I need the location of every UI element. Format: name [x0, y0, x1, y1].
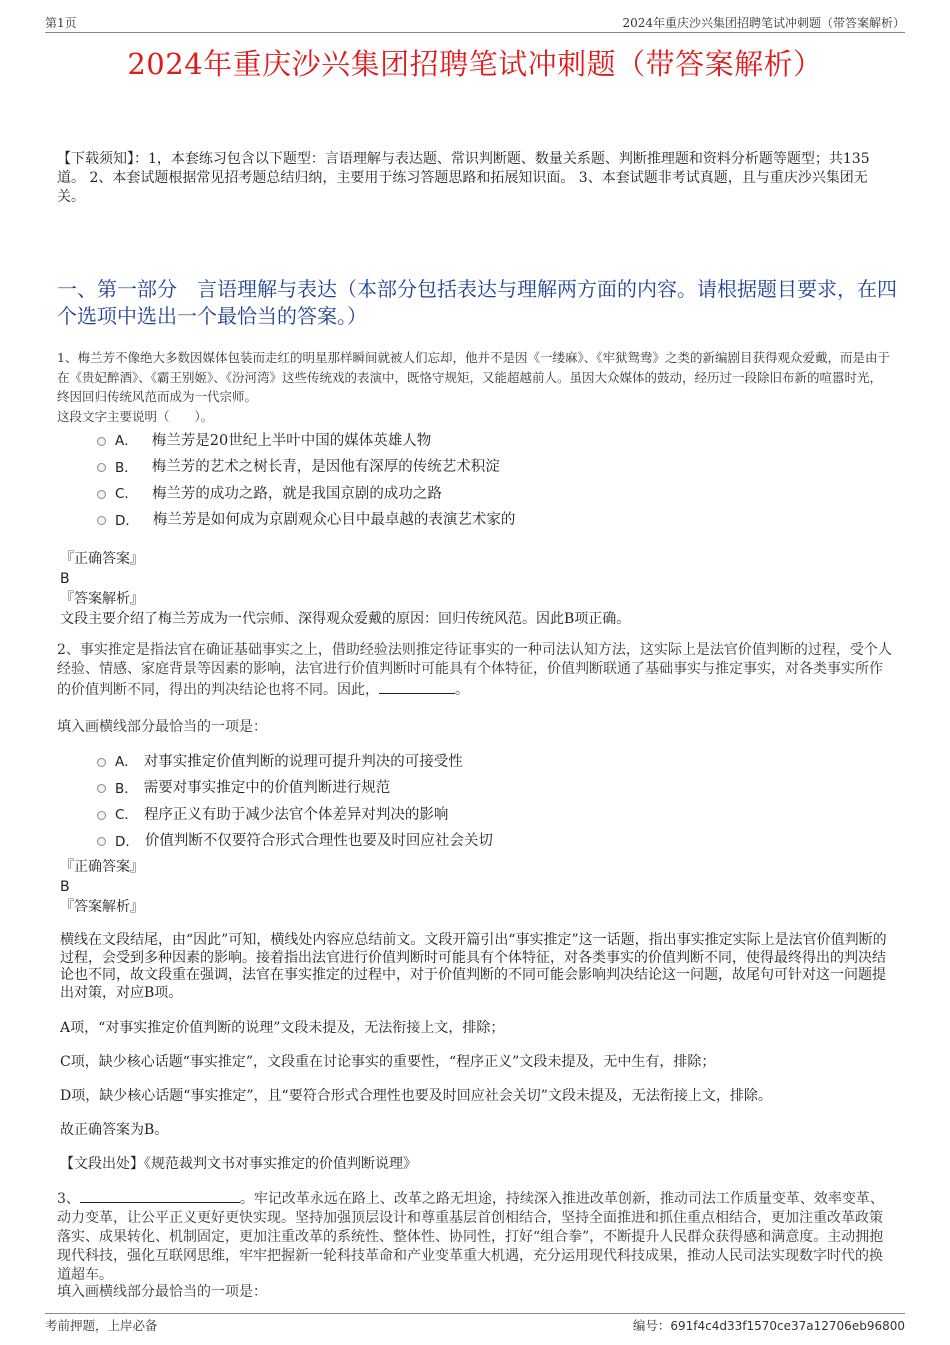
option-b[interactable]: B． 需要对事实推定中的价值判断进行规范 — [97, 774, 493, 801]
question-3-stem: 。牢记改革永远在路上、改革之路无坦途，持续深入推进改革创新，推动司法工作质量变革、效率变革、动力变革，让公平正义更好更快实现。坚持加强顶层设计和尊重基层首创相结合，坚持全面推进和抓住重点相结合，更加注重改革政策落实、成果转化、机制固定，更加注重改革的系统性、整体性、协同性，打好“组合拳”，不断提升人民群众获得感和满意度。主动拥抱现代科技，强化互联网思维，牢牢把握新一轮科技革命和产业变革重大机遇，充分运用现代科技成果，推动人民司法实现数字时代的换道超车。 — [57, 1191, 884, 1283]
radio-icon[interactable] — [97, 837, 106, 846]
analysis-paragraph: 横线在文段结尾，由“因此”可知，横线处内容应总结前文。文段开篇引出“事实推定”这一话题，指出事实推定实际上是法官价值判断的过程，会受到多种因素的影响。接着指出法官进行价值判断时可能具有个体特征，对各类事实的价值判断不同，使得最终得出的判决结论也不同，故文段重在强调，法官在事实推定的过程中，对于价值判断的不同可能会影响判决结论这一问题，故尾句可针对这一问题提出对策，对应B项。 — [60, 932, 887, 1001]
answer-value: B — [60, 571, 70, 587]
option-a[interactable]: A． 梅兰芳是20世纪上半叶中国的媒体英雄人物 — [97, 426, 515, 453]
page-header — [45, 14, 905, 33]
option-a[interactable]: A． 对事实推定价值判断的说理可提升判决的可接受性 — [97, 747, 493, 774]
question-1-stem: 1、梅兰芳不像绝大多数因媒体包装而走红的明星那样瞬间就被人们忘却，他并不是因《一缕麻》、《牢狱鸳鸯》之类的新编剧目获得观众爱戴，而是由于在《贵妃醉酒》、《霸王别姬》、《汾河湾》这些传统戏的表演中，既恪守规矩，又能超越前人。虽因大众媒体的鼓动，经历过一段除旧布新的喧嚣时光，终因回归传统风范而成为一代宗师。 — [57, 350, 890, 404]
question-3 — [57, 1188, 893, 1285]
section-heading: 一、第一部分 言语理解与表达（本部分包括表达与理解两方面的内容。请根据题目要求，在四个选项中选出一个最恰当的答案。） — [57, 277, 897, 328]
analysis-paragraph: C项，缺少核心话题“事实推定”，文段重在讨论事实的重要性，“程序正义”文段未提及，无中生有，排除； — [60, 1054, 716, 1070]
question-2-ask: 填入画横线部分最恰当的一项是： — [57, 719, 267, 735]
question-3-ask: 填入画横线部分最恰当的一项是： — [57, 1284, 267, 1300]
question-2-answer — [60, 857, 895, 917]
analysis-text: 文段主要介绍了梅兰芳成为一代宗师、深得观众爱戴的原因：回归传统风范。因此B项正确。 — [60, 611, 631, 627]
radio-icon[interactable] — [97, 516, 106, 525]
fill-blank — [379, 679, 455, 694]
analysis-label: 『答案解析』 — [60, 899, 144, 915]
page-title: 2024年重庆沙兴集团招聘笔试冲刺题（带答案解析） — [127, 47, 823, 81]
option-b[interactable]: B． 梅兰芳的艺术之树长青，是因他有深厚的传统艺术积淀 — [97, 453, 515, 480]
radio-icon[interactable] — [97, 811, 106, 820]
analysis-label: 『答案解析』 — [60, 591, 144, 607]
radio-icon[interactable] — [97, 490, 106, 499]
option-c[interactable]: C． 梅兰芳的成功之路，就是我国京剧的成功之路 — [97, 479, 515, 506]
radio-icon[interactable] — [97, 463, 106, 472]
header-doc-title: 2024年重庆沙兴集团招聘笔试冲刺题（带答案解析） — [622, 16, 905, 30]
footer-code: 编号：691f4c4d33f1570ce37a12706eb96800 — [632, 1318, 905, 1333]
question-1-options — [97, 426, 515, 532]
footer-slogan: 考前押题，上岸必备 — [45, 1318, 158, 1333]
analysis-paragraph: 故正确答案为B。 — [60, 1122, 169, 1138]
analysis-paragraph: D项，缺少核心话题“事实推定”，且“要符合形式合理性也要及时回应社会关切”文段未提及，无法衔接上文，排除。 — [60, 1088, 772, 1104]
radio-icon[interactable] — [97, 784, 106, 793]
option-d[interactable]: D． 梅兰芳是如何成为京剧观众心目中最卓越的表演艺术家的 — [97, 506, 515, 533]
fill-blank — [80, 1188, 240, 1203]
answer-value: B — [60, 879, 70, 895]
question-2-options — [97, 747, 493, 853]
analysis-paragraph: A项，“对事实推定价值判断的说理”文段未提及，无法衔接上文，排除； — [60, 1020, 505, 1036]
answer-label: 『正确答案』 — [60, 551, 144, 567]
option-c[interactable]: C． 程序正义有助于减少法官个体差异对判决的影响 — [97, 800, 493, 827]
option-d[interactable]: D． 价值判断不仅要符合形式合理性也要及时回应社会关切 — [97, 827, 493, 854]
question-2: 2、事实推定是指法官在确证基础事实之上，借助经验法则推定待证事实的一种司法认知方法，这实际上是法官价值判断的过程，受个人经验、情感、家庭背景等因素的影响，法官进行价值判断时可能具有个体特征，价值判断联通了基础事实与推定事实，对各类事实所作的价值判断不同，得出的判决结论也将不同。因此， 。 — [57, 642, 892, 698]
radio-icon[interactable] — [97, 437, 106, 446]
question-1-answer — [60, 549, 895, 629]
answer-label: 『正确答案』 — [60, 859, 144, 875]
question-1 — [57, 348, 893, 426]
question-2-stem: 2、事实推定是指法官在确证基础事实之上，借助经验法则推定待证事实的一种司法认知方法，这实际上是法官价值判断的过程，受个人经验、情感、家庭背景等因素的影响，法官进行价值判断时可能具有个体特征，价值判断联通了基础事实与推定事实，对各类事实所作的价值判断不同，得出的判决结论也将不同。因此， — [57, 642, 892, 698]
radio-icon[interactable] — [97, 758, 106, 767]
source-citation: 【文段出处】《规范裁判文书对事实推定的价值判断说理》 — [60, 1156, 417, 1172]
page-number: 第1页 — [45, 16, 77, 30]
page-footer — [45, 1313, 905, 1334]
question-1-ask: 这段文字主要说明（ ）。 — [57, 408, 214, 424]
question-number: 3、 — [57, 1191, 80, 1207]
download-notice: 【下载须知】：1，本套练习包含以下题型：言语理解与表达题、常识判断题、数量关系题、判断推理题和资料分析题等题型；共135道。 2、本套试题根据常见招考题总结归纳，主要用于练习答题思路和拓展知识面。 3、本套试题非考试真题，且与重庆沙兴集团无关。 — [57, 151, 870, 205]
